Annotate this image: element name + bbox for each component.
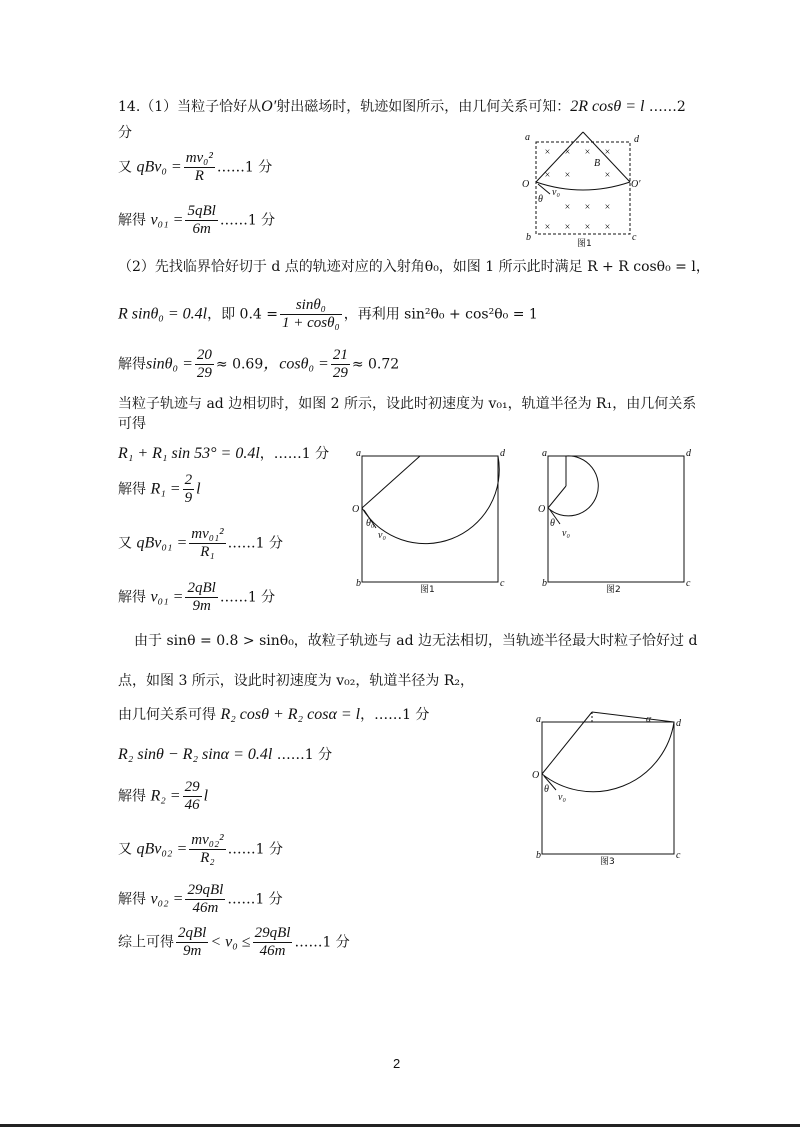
equation: R₂ cosθ + R₂ cosα = l	[220, 706, 361, 723]
corner-c: c	[686, 578, 691, 589]
cross: ×	[564, 170, 571, 181]
line-5: （2）先找临界恰好切于 d 点的轨迹对应的入射角θ₀，如图 1 所示此时满足 R + R cosθ₀ = l，	[118, 259, 710, 275]
field-boundary	[542, 722, 674, 854]
numerator: mv₀₂²	[191, 832, 224, 848]
text: 又	[118, 841, 132, 858]
fraction	[195, 347, 214, 382]
numerator: 2qBl	[187, 580, 216, 596]
line-8: 当粒子轨迹与 ad 边相切时，如图 2 所示，设此时初速度为 v₀₁，轨道半径为 R₁，由几何关系	[118, 396, 697, 412]
numerator: sinθ₀	[280, 297, 342, 315]
equation: < v₀ ≤	[210, 933, 251, 951]
fraction	[331, 347, 350, 382]
cross: ×	[584, 202, 591, 213]
figure-2-svg	[536, 446, 696, 596]
radius-line	[542, 712, 592, 774]
score: ……1 分	[227, 841, 284, 858]
equation-lhs: qBv₀₁ =	[136, 534, 188, 552]
figure-1	[350, 446, 510, 600]
velocity-label: v₀	[562, 528, 570, 539]
corner-c: c	[676, 850, 681, 861]
line-7	[118, 347, 399, 382]
velocity-label: v₀	[558, 792, 566, 803]
angle-label: θ	[544, 784, 549, 795]
score: ……1 分	[227, 535, 284, 552]
denominator: R₂	[200, 850, 215, 866]
bottom-rule	[0, 1124, 800, 1127]
radius-line	[592, 712, 674, 722]
figure-1-svg	[350, 446, 510, 596]
numerator: 2qBl	[178, 925, 207, 941]
line-11	[118, 472, 201, 507]
corner-b: b	[536, 850, 541, 861]
trajectory-arc	[548, 456, 598, 516]
equation-lhs: v₀₁ =	[150, 211, 184, 229]
velocity-label: v₀	[552, 187, 560, 198]
text: 由几何关系可得	[118, 707, 216, 723]
equation-lhs: v₀₁ =	[150, 588, 184, 606]
text: l	[196, 480, 201, 498]
velocity-label: v₀	[378, 530, 386, 541]
corner-d: d	[634, 134, 639, 145]
numerator: mv₀²	[185, 150, 213, 166]
text: 解得	[118, 788, 146, 805]
cross: ×	[544, 222, 551, 233]
trajectory-arc	[536, 182, 630, 190]
corner-a: a	[536, 714, 541, 725]
corner-d: d	[676, 718, 681, 729]
text: ≈ 0.69	[215, 356, 264, 373]
text: 射出磁场时，轨迹如图所示，由几何关系可知：	[276, 99, 571, 115]
cross: ×	[604, 147, 611, 158]
line-20	[118, 882, 283, 917]
corner-a: a	[356, 448, 361, 459]
fraction	[253, 925, 293, 960]
score: ，……1 分	[360, 707, 430, 723]
equation-lhs: R₂ =	[150, 787, 181, 805]
text: ，即 0.4 =	[207, 306, 279, 323]
corner-a: a	[542, 448, 547, 459]
text: 解得	[118, 212, 146, 229]
corner-a: a	[525, 132, 530, 143]
text: 又	[118, 159, 132, 176]
point-o-prime: O′	[631, 179, 641, 190]
angle-label: θ	[538, 194, 543, 205]
fraction	[183, 472, 195, 507]
line-15: 点，如图 3 所示，设此时初速度为 v₀₂，轨道半径为 R₂，	[118, 673, 474, 689]
angle-label: θ₀	[366, 518, 375, 529]
fraction	[185, 580, 217, 615]
figure-caption: 图1	[577, 239, 592, 249]
line-4	[118, 203, 275, 238]
line-12	[118, 526, 283, 561]
score: ……1 分	[227, 891, 283, 908]
fraction	[189, 832, 225, 867]
cross: ×	[584, 222, 591, 233]
cross: ×	[604, 202, 611, 213]
point-o: O	[352, 504, 360, 515]
line-19	[118, 832, 283, 867]
denominator: 1 + cosθ₀	[282, 315, 340, 331]
corner-b: b	[356, 578, 361, 589]
line-21	[118, 925, 350, 960]
numerator: 29qBl	[187, 882, 224, 898]
line-17	[118, 744, 332, 764]
line-6	[118, 297, 538, 332]
text: 解得	[118, 356, 146, 373]
equation: 2R cosθ = l	[570, 98, 645, 115]
point-o: O	[522, 179, 530, 190]
score: ……1 分	[276, 747, 333, 763]
point-o: O	[538, 504, 546, 515]
text: 综上可得	[118, 934, 174, 951]
corner-b: b	[526, 232, 531, 243]
equation-lhs: qBv₀₂ =	[136, 840, 188, 858]
equation-lhs: qBv₀ =	[136, 158, 182, 176]
figure-field-svg	[520, 130, 650, 250]
cross: ×	[544, 147, 551, 158]
equation: ，cosθ₀ =	[263, 355, 329, 373]
line-13	[118, 580, 275, 615]
denominator: 9	[184, 490, 193, 506]
fraction	[176, 925, 208, 960]
text: 又	[118, 535, 132, 552]
text: ≈ 0.72	[351, 356, 400, 373]
cross: ×	[564, 222, 571, 233]
radius-line	[548, 486, 566, 508]
equation: R₂ sinθ − R₂ sinα = 0.4l	[118, 746, 273, 763]
corner-d: d	[500, 448, 505, 459]
field-boundary	[362, 456, 498, 582]
corner-c: c	[632, 232, 637, 243]
score: ……1 分	[219, 589, 276, 606]
line-2: 分	[118, 125, 132, 141]
fraction	[189, 526, 225, 561]
figure-3-svg	[530, 708, 690, 868]
fraction	[184, 150, 215, 185]
angle-alpha-label: α	[646, 714, 652, 725]
equation-lhs: v₀₂ =	[150, 890, 184, 908]
text: 解得	[118, 481, 146, 498]
denominator: 46m	[192, 900, 219, 916]
figure-caption: 图1	[420, 585, 435, 595]
corner-c: c	[500, 578, 505, 589]
figure-2	[536, 446, 696, 600]
angle-label: θ	[550, 518, 555, 529]
denominator: R₁	[200, 544, 215, 560]
equation: sinθ₀ =	[146, 355, 193, 373]
fraction	[280, 297, 342, 332]
numerator: 20	[196, 347, 212, 363]
numerator: 29qBl	[254, 925, 291, 941]
figure-caption: 图2	[606, 585, 621, 595]
field-boundary	[548, 456, 684, 582]
cross: ×	[544, 170, 551, 181]
denominator: 46m	[259, 943, 286, 959]
cross: ×	[564, 202, 571, 213]
text: ，再利用 sin²θ₀ + cos²θ₀ = 1	[343, 306, 538, 323]
point-o: O	[532, 770, 540, 781]
line-14: 由于 sinθ = 0.8 > sinθ₀，故粒子轨迹与 ad 边无法相切，当轨迹半径最大时粒子恰好过 d	[134, 633, 698, 649]
fraction	[185, 203, 217, 238]
corner-d: d	[686, 448, 691, 459]
corner-b: b	[542, 578, 547, 589]
text: 14.（1）当粒子恰好从	[118, 99, 262, 115]
numerator: mv₀₁²	[191, 526, 224, 542]
field-label: B	[594, 158, 601, 169]
denominator: R	[194, 168, 204, 184]
figure-field	[520, 130, 650, 254]
numerator: 2	[184, 472, 193, 488]
score: ，……1 分	[259, 446, 330, 462]
score: ……1 分	[219, 212, 276, 229]
radius-line	[362, 456, 420, 508]
denominator: 29	[332, 365, 348, 381]
fraction	[183, 779, 202, 814]
denominator: 46	[184, 797, 200, 813]
numerator: 5qBl	[187, 203, 216, 219]
page-number: 2	[393, 1056, 401, 1071]
score: ……1 分	[216, 159, 273, 176]
equation: R₁ + R₁ sin 53° = 0.4l	[118, 445, 260, 462]
score: ……2	[648, 99, 686, 115]
denominator: 9m	[183, 943, 202, 959]
text: l	[203, 787, 209, 805]
equation: R sinθ₀ = 0.4l	[118, 305, 208, 323]
line-3	[118, 150, 272, 185]
denominator: 6m	[192, 221, 211, 237]
line-1	[118, 96, 686, 116]
line-18	[118, 779, 208, 814]
score: ……1 分	[294, 934, 350, 951]
cross: ×	[604, 222, 611, 233]
fraction	[185, 882, 225, 917]
trajectory-arc	[542, 722, 674, 792]
text: 解得	[118, 891, 146, 908]
figure-3	[530, 708, 690, 872]
line-9: 可得	[118, 416, 146, 432]
numerator: 29	[184, 779, 200, 795]
line-16	[118, 704, 429, 724]
line-10	[118, 443, 329, 463]
numerator: 21	[332, 347, 348, 363]
denominator: 29	[196, 365, 212, 381]
equation-lhs: R₁ =	[150, 480, 181, 498]
cross: ×	[584, 147, 591, 158]
text: 解得	[118, 589, 146, 606]
figure-caption: 图3	[600, 857, 615, 867]
point-label: O′	[261, 98, 277, 115]
denominator: 9m	[192, 598, 211, 614]
cross: ×	[564, 147, 571, 158]
cross: ×	[604, 170, 611, 181]
